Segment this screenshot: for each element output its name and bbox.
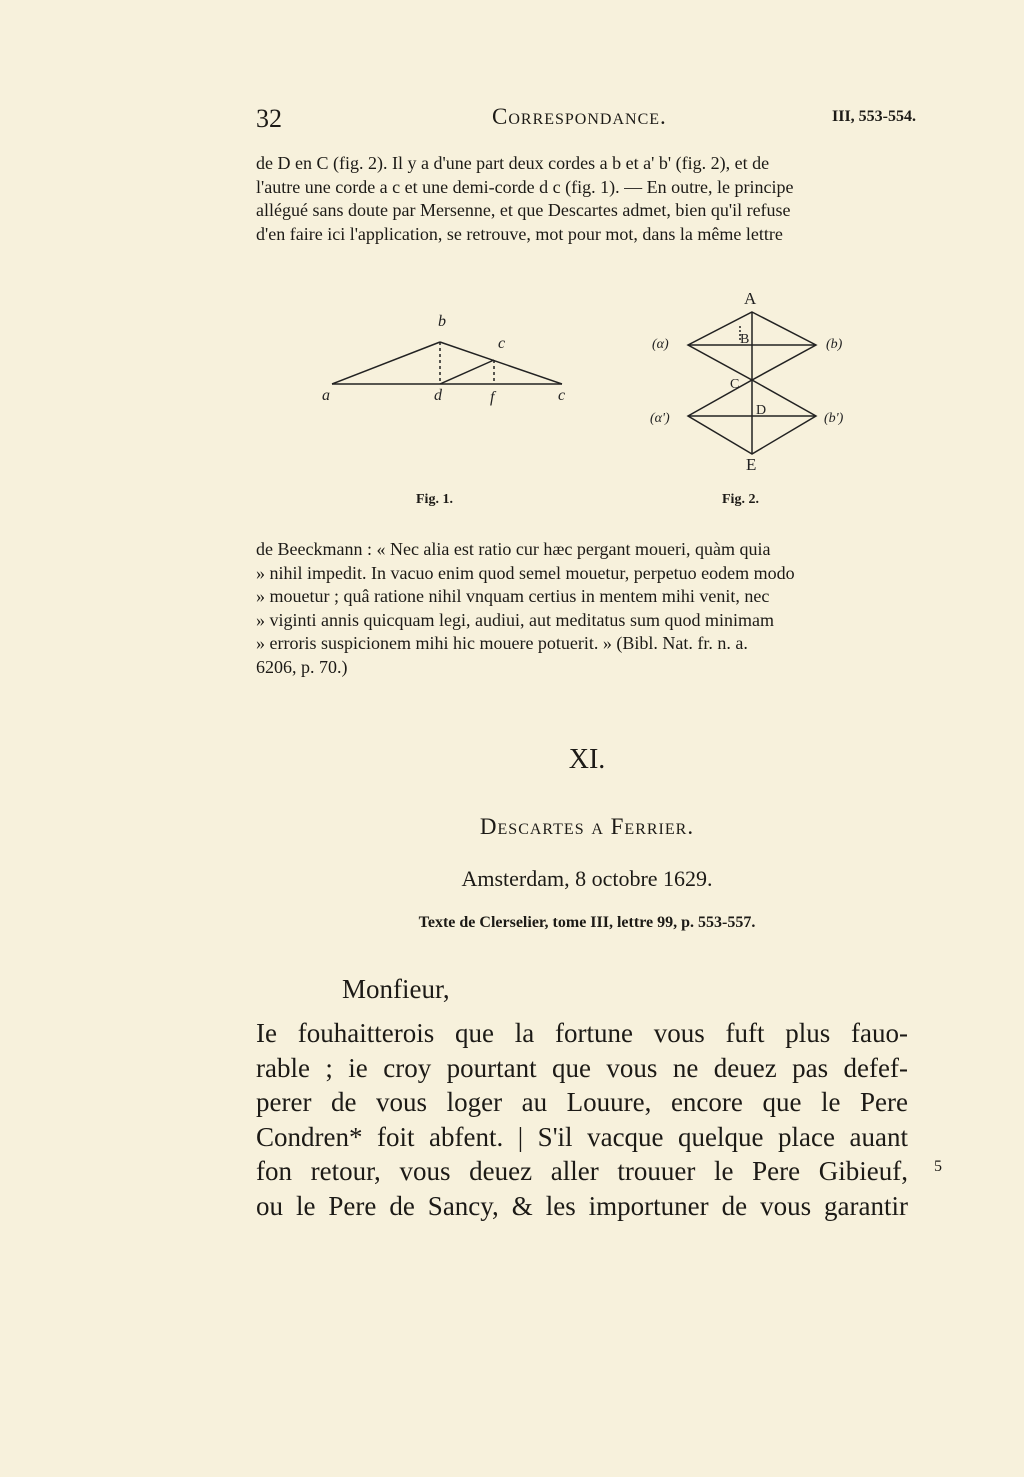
fig2-label-B: B <box>740 332 750 347</box>
body-line: ou le Pere de Sancy, & les importuner de vous garantir <box>256 1190 908 1221</box>
note-line: allégué sans doute par Mersenne, et que Descartes admet, bien qu'il refuse <box>256 200 791 220</box>
body-line: Ie fouhaitterois que la fortune vous fuft plus fauo- <box>256 1018 908 1048</box>
letter-salutation: Monfieur, <box>342 974 450 1004</box>
fig2-label-b-prime: (b') <box>824 411 844 426</box>
fig1-label-b: b <box>438 313 446 330</box>
fig2-label-alpha-prime: (α') <box>650 411 670 426</box>
note-line: » erroris suspicionem mihi hic mouere potuerit. » (Bibl. Nat. fr. n. a. <box>256 633 748 653</box>
note-line: de Beeckmann : « Nec alia est ratio cur hæc pergant moueri, quàm quia <box>256 539 771 559</box>
fig1-label-d: d <box>434 387 442 404</box>
note-line: » viginti annis quicquam legi, audiui, aut meditatus sum quod minimam <box>256 609 774 630</box>
note-line: d'en faire ici l'application, se retrouve, mot pour mot, dans la même lettre <box>256 223 783 244</box>
fig2-label-alpha: (α) <box>652 337 669 352</box>
margin-line-number: 5 <box>934 1158 942 1175</box>
page-reference: III, 553-554. <box>831 108 916 125</box>
letter-number: XI. <box>568 744 606 775</box>
fig1-label-f: f <box>490 389 495 406</box>
note-line: » nihil impedit. In vacuo enim quod semel mouetur, perpetuo eodem modo <box>256 562 795 583</box>
letter-body <box>256 1016 908 1223</box>
figure-2-caption: Fig. 2. <box>722 492 759 507</box>
body-line: fon retour, vous deuez aller trouuer le Pere Gibieuf, <box>256 1156 908 1186</box>
figure-1-caption: Fig. 1. <box>416 492 453 507</box>
fig1-chord-ab <box>332 342 440 384</box>
figure-1-diagram <box>318 306 588 416</box>
body-line: Condren* foit abfent. | S'il vacque quelque place auant <box>256 1121 908 1152</box>
page-header <box>256 104 916 138</box>
fig2-label-E: E <box>746 455 757 474</box>
note-line: 6206, p. 70.) <box>256 656 348 677</box>
footnote-text-bottom <box>256 538 918 679</box>
note-line: » mouetur ; quâ ratione nihil vnquam certius in mentem mihi venit, nec <box>256 586 770 606</box>
running-title: Correspondance. <box>492 104 667 129</box>
fig1-label-a: a <box>322 387 330 404</box>
fig2-label-A: A <box>744 289 757 308</box>
letter-source: Texte de Clerselier, tome III, lettre 99, p. 553-557. <box>418 914 756 931</box>
body-line: perer de vous loger au Louure, encore que le Pere <box>256 1087 908 1117</box>
footnote-text-top <box>256 152 918 246</box>
body-line: rable ; ie croy pourtant que vous ne deuez pas defef- <box>256 1052 908 1083</box>
fig1-label-c: c <box>498 335 506 352</box>
letter-title: Descartes a Ferrier. <box>479 814 695 839</box>
note-line: l'autre une corde a c et une demi-corde d c (fig. 1). — En outre, le principe <box>256 176 794 197</box>
fig2-label-C: C <box>730 377 740 392</box>
page-number: 32 <box>256 104 282 133</box>
note-line: de D en C (fig. 2). Il y a d'une part deux cordes a b et a' b' (fig. 2), et de <box>256 153 770 173</box>
letter-place-date: Amsterdam, 8 octobre 1629. <box>461 866 713 891</box>
fig1-label-e: c <box>558 387 566 404</box>
fig1-chord-de <box>440 360 494 384</box>
fig2-label-D: D <box>756 403 767 418</box>
figure-2-diagram <box>640 284 880 480</box>
fig2-label-b: (b) <box>826 337 843 352</box>
